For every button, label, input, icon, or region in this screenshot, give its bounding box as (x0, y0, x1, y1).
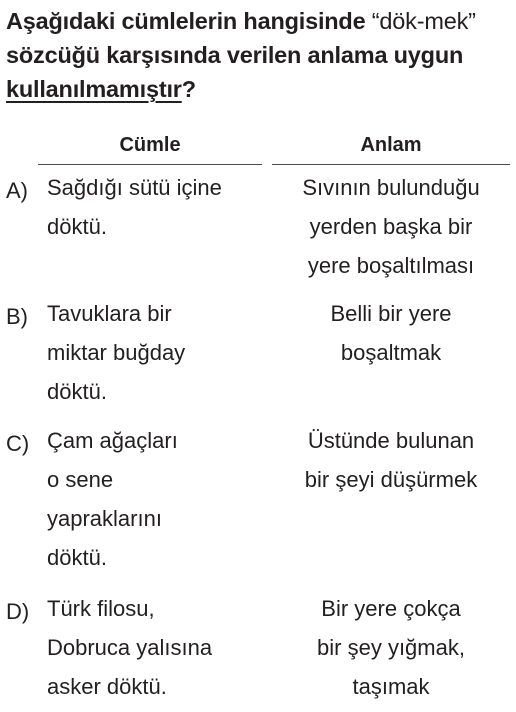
question-text (6, 4, 514, 106)
column-header-anlam: Anlam (360, 134, 422, 156)
option-letter: D) (6, 599, 30, 624)
option-letter: A) (6, 178, 28, 203)
option-letter: C) (6, 431, 30, 456)
option-sentence: Sağdığı sütü içine döktü. (47, 175, 222, 239)
option-meaning: Sıvının bulunduğu yerden başka bir yere boşaltılması (302, 175, 480, 278)
option-sentence: Çam ağaçları o sene yapraklarını döktü. (47, 428, 178, 570)
column-header-cumle: Cümle (119, 134, 181, 156)
header-divider-right (272, 164, 510, 165)
question-part3: ? (181, 76, 196, 102)
question-underlined-word: kullanılmamıştır (6, 76, 182, 102)
question-quoted-word: “dök-mek” (371, 8, 476, 34)
question-part1: Aşağıdaki cümlelerin hangisinde (6, 8, 372, 34)
question-part2: sözcüğü karşısında verilen anlama uygun (6, 42, 464, 68)
option-meaning: Üstünde bulunan bir şeyi düşürmek (304, 428, 478, 492)
option-letter: B) (6, 304, 28, 329)
option-sentence: Türk filosu, Dobruca yalısına asker döktü. (47, 596, 213, 699)
option-sentence: Tavuklara bir miktar buğday döktü. (47, 301, 186, 404)
option-meaning: Belli bir yere boşaltmak (330, 301, 452, 365)
option-meaning: Bir yere çokça bir şey yığmak, taşımak (317, 596, 465, 699)
header-divider-left (38, 164, 262, 165)
